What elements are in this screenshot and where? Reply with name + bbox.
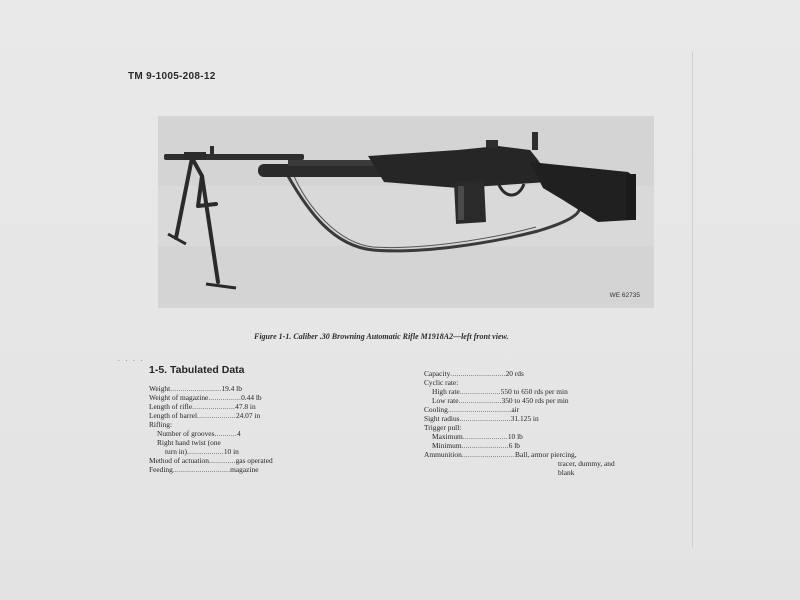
data-row <box>149 447 389 456</box>
page-edge-line <box>692 52 693 548</box>
data-row <box>424 387 664 396</box>
row-value: gas operated <box>235 456 273 465</box>
photo-id: WE 62735 <box>609 292 640 299</box>
data-row <box>149 465 389 474</box>
data-row <box>149 384 389 393</box>
data-row <box>424 378 664 387</box>
row-label: Weight <box>149 384 171 393</box>
row-leader: .................... <box>459 387 501 396</box>
row-leader: .......................... <box>461 450 516 459</box>
data-row <box>149 438 389 447</box>
row-value: 550 to 650 rds per min <box>500 387 568 396</box>
ammunition-continuation: tracer, dummy, and <box>558 459 615 468</box>
row-leader: ......................... <box>459 414 511 423</box>
row-leader: ..................... <box>458 396 502 405</box>
row-label: High rate <box>432 387 460 396</box>
row-label: Length of barrel <box>149 411 198 420</box>
row-value: 10 lb <box>507 432 523 441</box>
data-row <box>424 432 664 441</box>
row-value: 4 <box>237 429 241 438</box>
margin-marks: . . . . <box>118 355 145 363</box>
row-label: Right hand twist (one <box>157 438 221 447</box>
row-leader: ...................... <box>462 432 508 441</box>
row-value: 10 in <box>223 447 239 456</box>
row-leader: ....................... <box>461 441 509 450</box>
row-leader: ............................ <box>172 465 231 474</box>
data-row <box>424 450 664 459</box>
row-label: Low rate <box>432 396 459 405</box>
row-value: 47.8 in <box>235 402 256 411</box>
data-row <box>149 402 389 411</box>
section-title: 1-5. Tabulated Data <box>149 364 245 376</box>
data-row <box>424 369 664 378</box>
row-leader: ........................... <box>450 369 506 378</box>
row-leader: ............. <box>208 456 236 465</box>
rifle-illustration <box>158 116 654 308</box>
row-leader: ........... <box>214 429 237 438</box>
row-label: Number of grooves <box>157 429 215 438</box>
row-label: Capacity <box>424 369 451 378</box>
row-label: Weight of magazine <box>149 393 209 402</box>
data-row <box>424 396 664 405</box>
row-value: 20 rds <box>505 369 524 378</box>
row-leader: .................. <box>186 447 224 456</box>
figure-caption: Figure 1-1. Caliber .30 Browning Automatic Rifle M1918A2—left front view. <box>254 332 509 341</box>
row-label: Feeding <box>149 465 173 474</box>
tabulated-data-left-column <box>149 384 389 474</box>
row-label: Method of actuation <box>149 456 209 465</box>
data-row <box>149 393 389 402</box>
data-row <box>424 405 664 414</box>
rifle-photograph <box>158 116 654 308</box>
data-row <box>149 420 389 429</box>
row-value: 24.07 in <box>235 411 261 420</box>
row-label: Rifling: <box>149 420 172 429</box>
row-label: Ammunition <box>424 450 462 459</box>
row-label: Cyclic rate: <box>424 378 459 387</box>
row-value: 31.125 in <box>510 414 539 423</box>
row-label: Cooling <box>424 405 448 414</box>
data-row <box>149 429 389 438</box>
row-label: Maximum <box>432 432 463 441</box>
row-leader: ..................... <box>192 402 236 411</box>
data-row <box>149 456 389 465</box>
data-row <box>149 411 389 420</box>
data-row <box>424 441 664 450</box>
document-number: TM 9-1005-208-12 <box>128 71 216 82</box>
row-leader: ......................... <box>170 384 222 393</box>
row-label: Minimum <box>432 441 462 450</box>
row-value: 350 to 450 rds per min <box>501 396 569 405</box>
row-leader: ............................... <box>447 405 512 414</box>
row-label: Sight radius <box>424 414 460 423</box>
row-value: 6 lb <box>508 441 520 450</box>
data-row <box>424 423 664 432</box>
tabulated-data-right-column <box>424 369 664 477</box>
row-leader: ................... <box>197 411 236 420</box>
row-leader: ................ <box>208 393 242 402</box>
row-value: 0.44 lb <box>241 393 262 402</box>
row-value: Ball, armor piercing, <box>515 450 577 459</box>
row-label: turn in) <box>165 447 187 456</box>
row-value: 19.4 lb <box>221 384 242 393</box>
row-value: air <box>511 405 520 414</box>
row-label: Trigger pull: <box>424 423 462 432</box>
row-label: Length of rifle <box>149 402 193 411</box>
row-value: magazine <box>230 465 259 474</box>
data-row <box>424 414 664 423</box>
ammunition-continuation: blank <box>558 468 575 477</box>
